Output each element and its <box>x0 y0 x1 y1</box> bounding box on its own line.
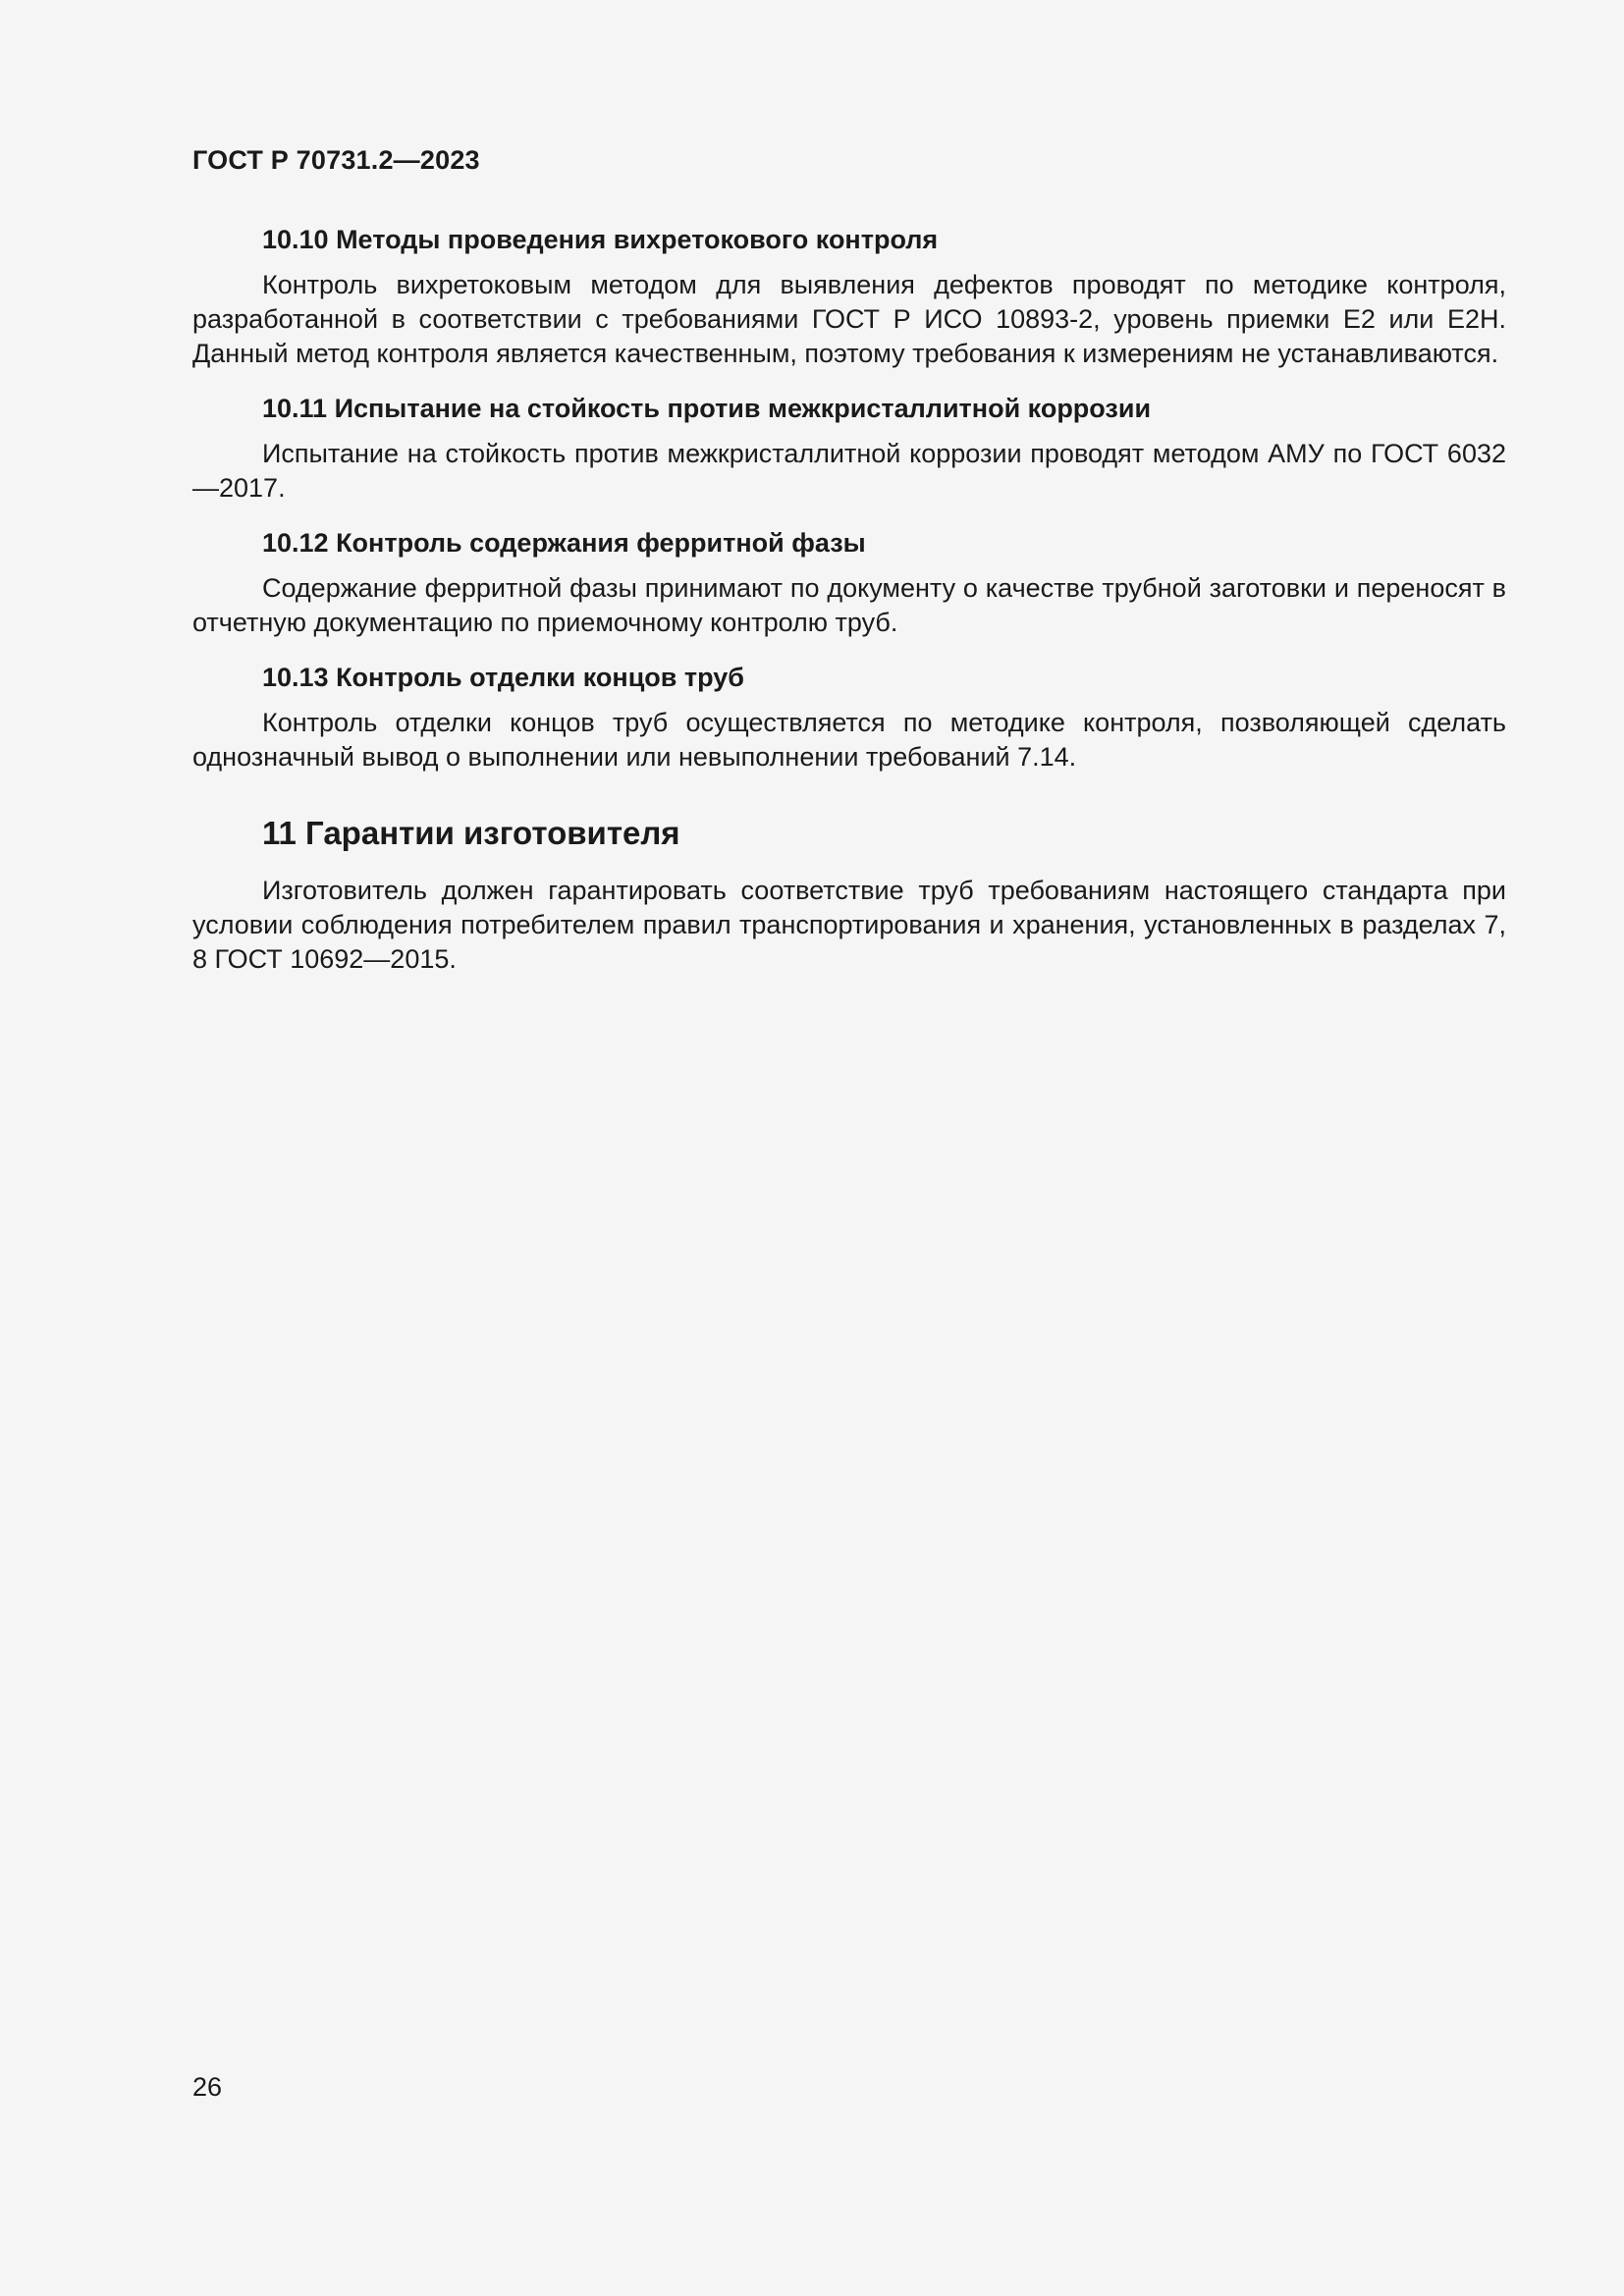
subsection-10-12 <box>192 526 1506 640</box>
subsection-title: 10.11 Испытание на стойкость против межкристаллитной коррозии <box>262 394 1152 423</box>
subsection-text: Содержание ферритной фазы принимают по документу о качестве трубной заготовки и переносят в отчетную документацию по приемочному контролю труб. <box>192 573 1506 637</box>
subsection-text: Контроль вихретоковым методом для выявления дефектов проводят по методике контроля, разработанной в соответствии с требованиями ГОСТ Р ИСО 10893-2, уровень приемки Е2 или Е2Н. Данный метод контроля является качественным, поэтому требования к измерениям не устанавливаются. <box>192 270 1506 368</box>
subsection-text: Испытание на стойкость против межкристаллитной коррозии проводят методом АМУ по ГОСТ 6032—2017. <box>192 439 1506 503</box>
subsection-10-11 <box>192 392 1506 506</box>
section-title: 11 Гарантии изготовителя <box>262 815 680 851</box>
page-number: 26 <box>192 2072 223 2102</box>
subsection-title: 10.10 Методы проведения вихретокового контроля <box>262 225 939 254</box>
document-body <box>192 223 1506 997</box>
document-code-header: ГОСТ Р 70731.2—2023 <box>192 145 480 175</box>
subsection-title: 10.13 Контроль отделки концов труб <box>262 663 744 692</box>
section-11 <box>192 814 1506 977</box>
subsection-title: 10.12 Контроль содержания ферритной фазы <box>262 528 866 558</box>
subsection-text: Контроль отделки концов труб осуществляется по методике контроля, позволяющей сделать однозначный вывод о выполнении или невыполнении требований 7.14. <box>192 708 1506 772</box>
subsection-10-13 <box>192 661 1506 774</box>
section-text: Изготовитель должен гарантировать соответствие труб требованиям настоящего стандарта при условии соблюдения потребителем правил транспортирования и хранения, установленных в разделах 7, 8 ГОСТ 10692—2015. <box>192 876 1506 974</box>
subsection-10-10 <box>192 223 1506 371</box>
